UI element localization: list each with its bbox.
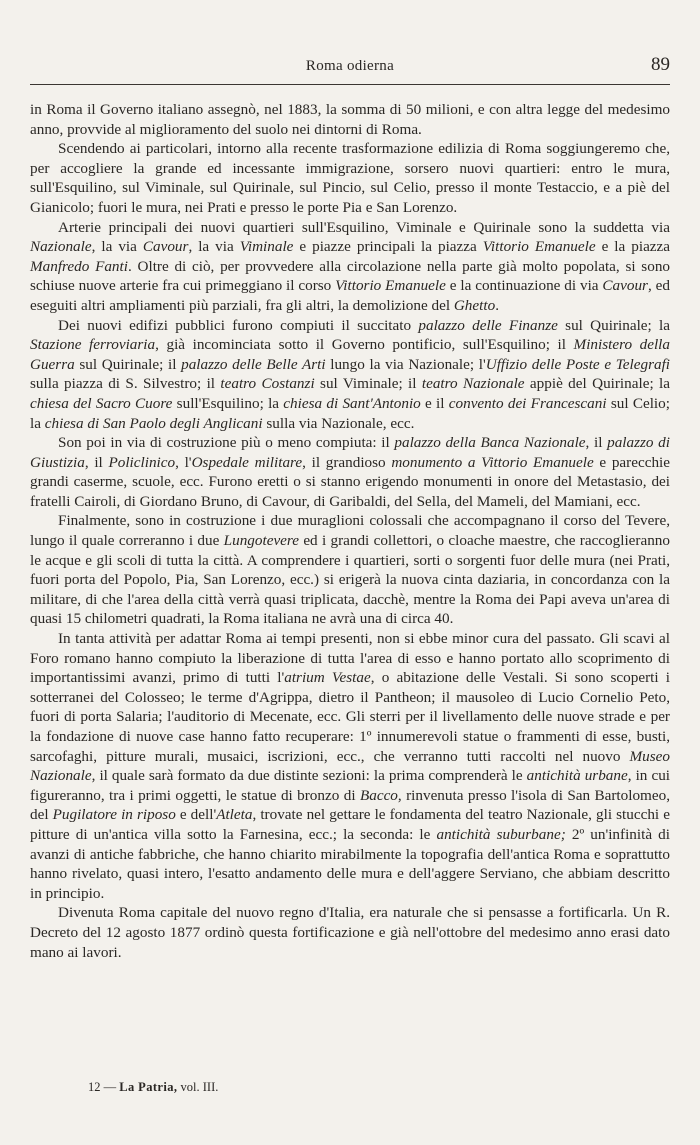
italic-term: Cavour: [602, 277, 648, 295]
italic-term: Viminale: [239, 238, 294, 256]
text-run: lungo la via Nazionale; l': [325, 355, 486, 373]
header-rule: [30, 84, 670, 85]
italic-term: Museo Nazionale: [30, 747, 670, 785]
text-run: , rinvenuta presso l'isola di San Bartolomeo, del: [30, 786, 670, 824]
text-run: in Roma il Governo italiano assegnò, nel 1883, la somma di 50 milioni, e con altra legge del medesimo anno, provvide al miglioramento del suolo nei dintorni di Roma.: [30, 101, 670, 138]
italic-term: Cavour: [142, 238, 189, 256]
text-run: . Oltre di ciò, per provvedere alla circolazione nella parte già molto popolata, si sono schiuse nuove arterie fra cui primeggiano il corso: [30, 257, 671, 295]
italic-term: Nazionale: [30, 238, 92, 256]
text-run: Son poi in via di costruzione più o meno compiuta: il: [58, 434, 395, 452]
paragraph: [30, 903, 670, 962]
italic-term: Atleta: [216, 806, 253, 824]
text-run: Scendendo ai particolari, intorno alla recente trasformazione edilizia di Roma soggiungeremo che, per accogliere la grande ed incessante immigrazione, sorsero nuovi quartieri: entro le mura, sull'Esquilino, sul Viminale, sul Quirinale, sul Pincio, sul Celio, presso il monte Testaccio, e a piè del Gianicolo; fuori le mura, nei Prati e presso le porte Pia e San Lorenzo.: [30, 140, 670, 216]
text-run: , in cui figureranno, tra i primi oggetti, le statue di bronzo di: [30, 767, 671, 804]
italic-term: Stazione ferroviaria: [30, 336, 156, 354]
text-run: Arterie principali dei nuovi quartieri sull'Esquilino, Viminale e Quirinale sono la suddetta via: [58, 218, 670, 236]
text-run: 2º un'infinità di avanzi di antiche fabbriche, che hanno chiarito mirabilmente la topografia dell'antica Roma e soprattutto hanno rivelato, quasi intero, l'esatto andamento delle mura e dell'aggere Serviano, che abbiam descritto in principio.: [30, 825, 670, 902]
text-run: , trovate nel gettare le fondamenta del teatro Nazionale, gli stucchi e pitture di un'antica villa sotto la Farnesina, ecc.; la seconda: le: [30, 806, 670, 843]
text-run: ed i grandi collettori, o cloache maestre, che raccoglieranno le acque e gli scoli di tutta la città. A comprendere i quartieri, sorti o sorgenti fuor delle mura (nei Prati, fuori porta del Popolo, Pia, San Lorenzo, ecc.) si erigerà la nuova cinta daziaria, in concordanza con la militare, di che l'area della città verrà quasi triplicata, dacchè, mentre la Roma dei Papi aveva un'area di quasi 15 chilometri quadrati, la Roma italiana ne avrà una di circa 40.: [30, 532, 670, 628]
text-run: appiè del Quirinale; la: [524, 375, 671, 393]
text-run: e la continuazione di via: [445, 277, 603, 295]
italic-term: Policlinico: [108, 453, 176, 471]
text-run: , il quale sarà formato da due distinte sezioni: la prima comprenderà le: [91, 767, 527, 785]
italic-term: atrium Vestae: [284, 669, 371, 687]
text-run: sulla piazza di S. Silvestro; il: [30, 375, 221, 393]
paragraph: [30, 316, 670, 434]
volume-label: vol. III.: [180, 1080, 219, 1094]
text-run: .: [495, 296, 499, 314]
text-run: sul Quirinale; il: [74, 355, 182, 373]
running-head: [30, 52, 670, 82]
italic-term: teatro Nazionale: [421, 375, 525, 393]
italic-term: Bacco: [359, 786, 398, 804]
page-number: 89: [651, 54, 670, 75]
text-run: , il: [84, 453, 109, 471]
paragraph: [30, 629, 670, 903]
text-run: Divenuta Roma capitale del nuovo regno d'Italia, era naturale che si pensasse a fortificarla. Un R. Decreto del 12 agosto 1877 ordinò questa fortificazione e già nell'ottobre del medesimo anno erasi dato mano ai lavori.: [30, 904, 670, 961]
italic-term: antichità urbane: [526, 767, 628, 785]
italic-term: Ospedale militare: [191, 453, 303, 471]
text-run: sul Quirinale; la: [557, 316, 671, 334]
italic-term: Ghetto: [453, 296, 496, 314]
italic-term: convento dei Francescani: [448, 394, 607, 412]
italic-term: antichità suburbane;: [436, 825, 566, 843]
italic-term: palazzo delle Belle Arti: [181, 355, 326, 373]
text-run: e piazze principali la piazza: [293, 238, 483, 256]
printer-signature: [88, 1080, 218, 1095]
text-run: In tanta attività per adattar Roma ai tempi presenti, non si ebbe minor cura del passato. Gli scavi al Foro romano hanno compiuto la liberazione di tutta l'area di esso e hanno portato allo scoprimento di importantissimi avanzi, primo di tutti l': [30, 630, 670, 687]
text-run: , l': [175, 453, 192, 471]
italic-term: Vittorio Emanuele: [482, 238, 596, 256]
italic-term: Ministero della Guerra: [30, 336, 670, 373]
text-run: sul Viminale; il: [314, 375, 422, 393]
italic-term: Lungotevere: [223, 532, 300, 550]
text-run: , il: [585, 434, 608, 452]
text-run: e dell': [175, 806, 217, 824]
text-run: , il grandioso: [302, 453, 392, 471]
italic-term: Pugilatore in riposo: [52, 806, 176, 824]
text-run: e il: [420, 394, 449, 412]
italic-term: chiesa di Sant'Antonio: [283, 394, 421, 412]
italic-term: Uffizio delle Poste e Telegrafi: [485, 355, 671, 373]
body-text: [30, 100, 670, 962]
italic-term: palazzo di Giustizia: [30, 434, 670, 471]
paragraph: [30, 511, 670, 629]
paragraph: [30, 433, 670, 511]
italic-term: monumento a Vittorio Emanuele: [391, 453, 594, 471]
text-run: , già incominciata sotto il Governo pontificio, sull'Esquilino; il: [155, 336, 574, 354]
text-run: , la via: [91, 238, 143, 256]
text-run: sulla via Nazionale, ecc.: [262, 414, 415, 432]
publication-title: La Patria,: [119, 1080, 178, 1094]
text-run: Dei nuovi edifizi pubblici furono compiuti il succitato: [58, 316, 419, 334]
italic-term: Vittorio Emanuele: [335, 277, 446, 295]
italic-term: Manfredo Fanti: [30, 257, 128, 275]
italic-term: chiesa del Sacro Cuore: [30, 394, 173, 412]
running-title: Roma odierna: [305, 58, 395, 74]
paragraph: [30, 218, 670, 316]
text-run: sull'Esquilino; la: [172, 394, 284, 412]
text-run: e la piazza: [595, 238, 671, 256]
text-run: , ed eseguiti altri ampliamenti più parziali, fra gli altri, la demolizione del: [30, 277, 670, 314]
text-run: e parecchie grandi caserme, scuole, ecc. Furono eretti o si stanno erigendo monumenti in onore del Metastasio, dei fratelli Cairoli, di Giordano Bruno, di Cavour, di Garibaldi, del Sella, del Mameli, del Mamiani, ecc.: [30, 453, 670, 510]
signature-number: 12 —: [88, 1080, 117, 1094]
text-run: , o abitazione delle Vestali. Si sono scoperti i sotterranei del Colosseo; le terme d'Agrippa, dietro il Pantheon; il mausoleo di Lucio Cornelio Peto, fuori di porta Salaria; l'auditorio di Mecenate, ecc. Gli sterri per il livellamento delle nuove strade e per la fondazione di nuove case hanno fatto recuperare: 1º innumerevoli statue o frammenti di esse, busti, sarcofaghi, pitture murali, musaici, iscrizioni, ecc., che verranno tutti raccolti nel nuovo: [30, 669, 671, 765]
text-run: sul Celio; la: [30, 394, 670, 432]
text-run: , la via: [188, 238, 240, 256]
text-run: Finalmente, sono in costruzione i due muraglioni colossali che accompagnano il corso del Tevere, lungo il quale correranno i due: [30, 512, 670, 550]
italic-term: palazzo della Banca Nazionale: [394, 434, 586, 452]
italic-term: teatro Costanzi: [220, 375, 315, 393]
italic-term: palazzo delle Finanze: [418, 316, 558, 334]
italic-term: chiesa di San Paolo degli Anglicani: [44, 414, 263, 432]
paragraph: [30, 100, 670, 139]
paragraph: [30, 139, 670, 217]
